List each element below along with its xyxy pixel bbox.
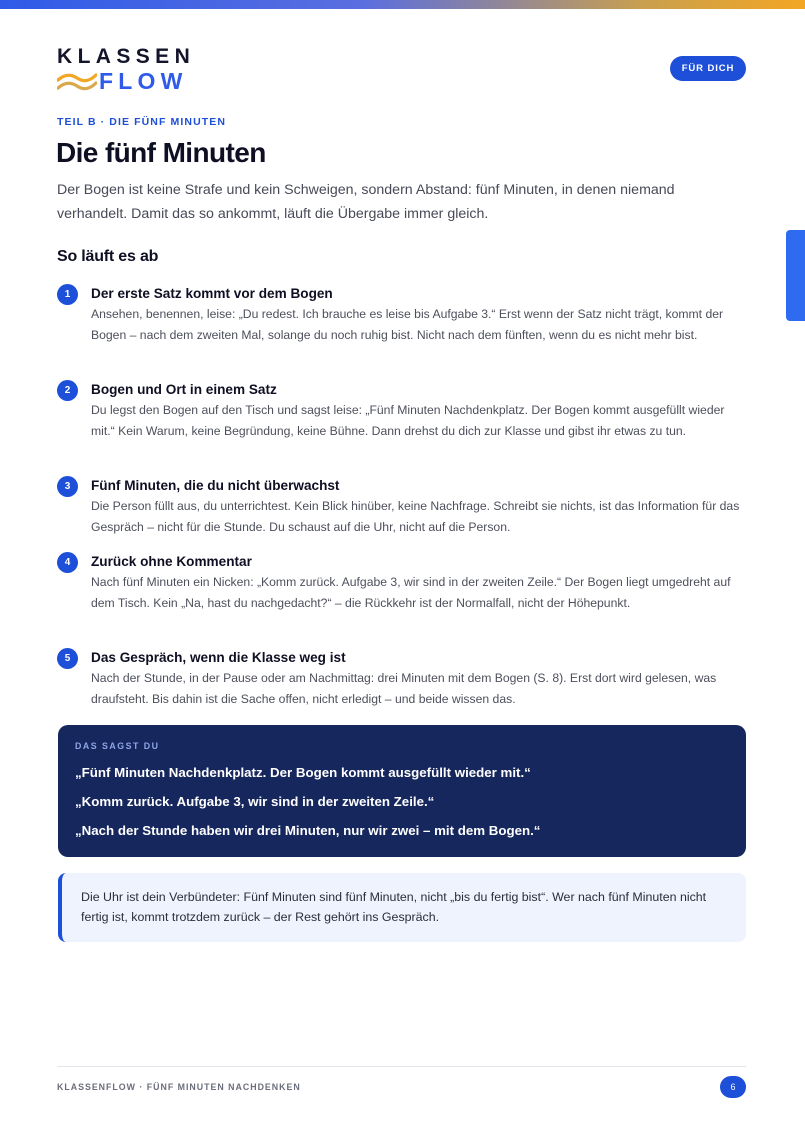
- step-number-badge: 3: [57, 476, 78, 497]
- tip-note: Die Uhr ist dein Verbündeter: Fünf Minuten sind fünf Minuten, nicht „bis du fertig bist“. Wer nach fünf Minuten nicht fertig ist, kommt trotzdem zurück – der Rest gehört ins Gespräch.: [58, 873, 746, 942]
- section-eyebrow: TEIL B · DIE FÜNF MINUTEN: [57, 116, 227, 128]
- step-title: Der erste Satz kommt vor dem Bogen: [91, 286, 333, 301]
- phrase-line: „Komm zurück. Aufgabe 3, wir sind in der zweiten Zeile.“: [75, 794, 435, 809]
- step-body: Ansehen, benennen, leise: „Du redest. Ich brauche es leise bis Aufgabe 3.“ Erst wenn der Satz nicht trägt, kommt der Bogen – nach dem zweiten Mal, solange du noch ruhig bist. Nicht nach dem fünften, wenn du es nicht mehr bist.: [91, 307, 724, 342]
- step-title: Fünf Minuten, die du nicht überwachst: [91, 478, 340, 493]
- callout-label: DAS SAGST DU: [75, 741, 160, 751]
- step-title: Das Gespräch, wenn die Klasse weg ist: [91, 650, 346, 665]
- intro-paragraph: Der Bogen ist keine Strafe und kein Schweigen, sondern Abstand: fünf Minuten, in denen niemand verhandelt. Damit das so ankommt, läuft die Übergabe immer gleich.: [57, 182, 675, 222]
- step-title: Zurück ohne Kommentar: [91, 554, 252, 569]
- step-body: Die Person füllt aus, du unterrichtest. Kein Blick hinüber, keine Nachfrage. Schreibt sie nichts, ist das Information für das Gespräch – nicht für die Stunde. Du schaust auf die Uhr, nicht auf die Person.: [91, 499, 740, 534]
- side-tab-marker: [786, 230, 805, 321]
- phrase-line: „Nach der Stunde haben wir drei Minuten, nur wir zwei – mit dem Bogen.“: [75, 823, 541, 838]
- step-number-badge: 1: [57, 284, 78, 305]
- steps-heading: So läuft es ab: [57, 248, 159, 265]
- brand-logo: [57, 45, 196, 96]
- step-body: Du legst den Bogen auf den Tisch und sagst leise: „Fünf Minuten Nachdenkplatz. Der Bogen kommt ausgefüllt wieder mit.“ Kein Warum, keine Begründung, keine Bühne. Dann drehst du dich zur Klasse und gibst ihr etwas zu tun.: [91, 403, 725, 438]
- step-title: Bogen und Ort in einem Satz: [91, 382, 277, 397]
- step-number-badge: 4: [57, 552, 78, 573]
- step-body: Nach fünf Minuten ein Nicken: „Komm zurück. Aufgabe 3, wir sind in der zweiten Zeile.“ Der Bogen liegt umgedreht auf dem Tisch. Kein „Na, hast du nachgedacht?“ – die Rückkehr ist der Normalfall, nicht der Höhepunkt.: [91, 575, 731, 610]
- phrases-callout: [58, 725, 746, 857]
- audience-badge: FÜR DICH: [670, 56, 746, 81]
- step-number-badge: 2: [57, 380, 78, 401]
- wave-icon: [57, 72, 97, 92]
- step-number-badge: 5: [57, 648, 78, 669]
- step-body: Nach der Stunde, in der Pause oder am Nachmittag: drei Minuten mit dem Bogen (S. 8). Erst dort wird gelesen, was draufsteht. Bis dahin ist die Sache offen, nicht erledigt – und beide wissen das.: [91, 671, 717, 706]
- footer-text: KLASSENFLOW · FÜNF MINUTEN NACHDENKEN: [57, 1082, 301, 1092]
- logo-wordmark-bottom: FLOW: [99, 68, 188, 94]
- page-title: Die fünf Minuten: [56, 137, 266, 168]
- page-number: 6: [720, 1076, 746, 1098]
- phrase-line: „Fünf Minuten Nachdenkplatz. Der Bogen kommt ausgefüllt wieder mit.“: [75, 765, 531, 780]
- footer-divider: [57, 1066, 746, 1067]
- logo-wordmark-top: KLASSEN: [57, 45, 196, 68]
- top-gradient-bar: [0, 0, 805, 9]
